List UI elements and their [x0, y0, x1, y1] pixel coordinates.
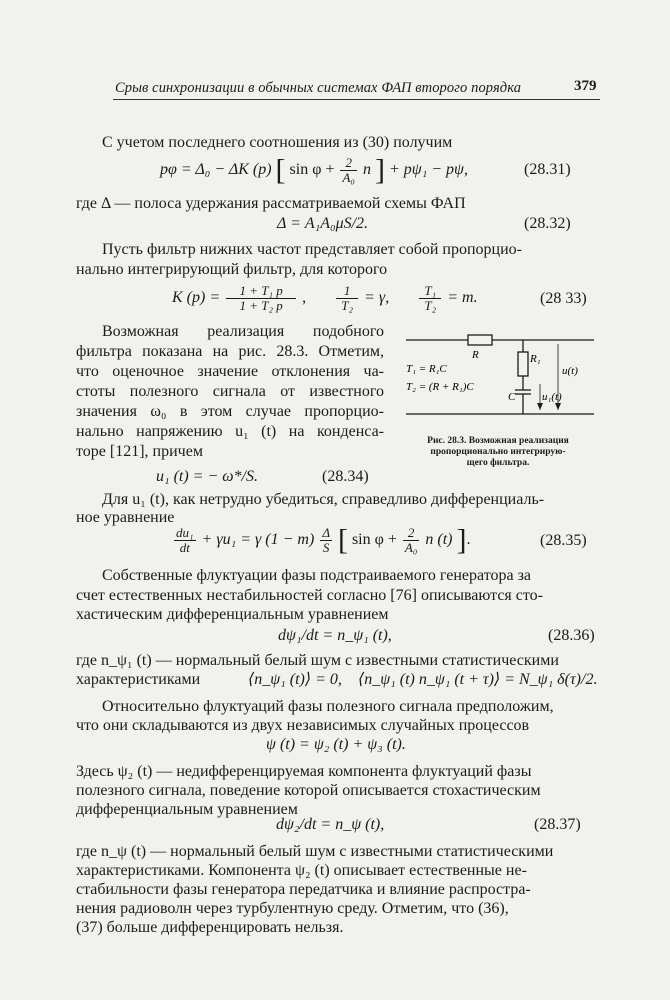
eq33-g-rhs: = γ, — [364, 289, 390, 307]
paragraph-line: хастическим дифференциальным уравнением — [76, 606, 389, 623]
eq35-frac1 — [174, 526, 196, 555]
resistor-r1 — [518, 352, 528, 376]
paragraph-line: что они складываются из двух независимых случайных процессов — [76, 717, 530, 734]
paragraph-line: ⟨n_ψ₁ (t)⟩ = 0, — [248, 671, 342, 688]
equation-28-34: u₁ (t) = − ω*/S. — [156, 468, 258, 485]
eq35-frac2-den: S — [322, 540, 330, 555]
label-u1: u₁(t) — [542, 391, 562, 403]
eq36-number: (28.36) — [548, 627, 595, 644]
eq35-frac2 — [320, 526, 332, 555]
label-t1: T₁ = R₁C — [406, 363, 447, 375]
equation-28-31 — [160, 153, 468, 187]
eq35-frac3 — [403, 526, 419, 555]
eq33-k-fraction — [226, 284, 296, 313]
eq33-g-fraction — [336, 284, 358, 313]
paragraph-line: где Δ — полоса удержания рассматриваемой схемы ФАП — [76, 195, 466, 212]
paragraph-line: нально напряжению u₁ (t) на конденса- — [76, 423, 384, 440]
paragraph-line: Собственные флуктуации фазы подстраиваемого генератора за — [102, 567, 531, 584]
eq35-frac2-num: Δ — [322, 525, 330, 540]
eq31-bracket-open: [ — [275, 153, 286, 187]
eq37-number: (28.37) — [534, 816, 581, 833]
eq31-frac-den: A₀ — [342, 170, 355, 185]
paragraph-line: С учетом последнего соотношения из (30) получим — [102, 134, 453, 151]
label-c: C — [508, 391, 516, 403]
eq31-fraction — [340, 156, 356, 185]
paragraph-line: ⟨n_ψ₁ (t) n_ψ₁ (t + τ)⟩ = N_ψ₁ δ(τ)/2. — [358, 671, 598, 688]
running-title: Срыв синхронизации в обычных системах ФАП второго порядка — [115, 80, 522, 96]
paragraph-line: Для u₁ (t), как нетрудно убедиться, справедливо дифференциаль- — [102, 491, 545, 508]
paragraph-line: фильтра показана на рис. 28.3. Отметим, — [76, 343, 384, 360]
eq32-number: (28.32) — [524, 215, 571, 232]
eq35-bracket-close: ] — [456, 523, 467, 557]
figure-caption — [398, 436, 598, 469]
label-r: R — [472, 349, 479, 361]
header-rule — [113, 99, 600, 100]
paragraph-line: Здесь ψ₂ (t) — недифференцируемая компонента флуктуаций фазы — [76, 763, 532, 780]
filter-circuit-diagram — [398, 330, 598, 432]
equation-psi: ψ (t) = ψ₂ (t) + ψ₃ (t). — [266, 736, 406, 753]
paragraph-line: Возможная реализация подобного — [102, 323, 384, 340]
eq35-frac1-num: du₁ — [176, 525, 194, 540]
eq35-bracket-open: [ — [337, 523, 348, 557]
eq35-frac3-num: 2 — [403, 526, 419, 541]
paragraph-line: значения ω₀ в этом случае пропорцио- — [76, 403, 384, 420]
eq33-m-num: T₁ — [419, 284, 441, 299]
eq35-sin: sin φ + — [351, 531, 397, 549]
eq31-number: (28.31) — [524, 161, 571, 178]
eq33-k-den: 1 + T₂ p — [239, 298, 283, 313]
label-u: u(t) — [562, 365, 578, 377]
eq31-bracket-close: ] — [374, 153, 385, 187]
eq33-m-fraction — [419, 284, 441, 313]
equation-28-32: Δ = A₁A₀μS/2. — [277, 215, 369, 232]
paragraph-line: где n_ψ₁ (t) — нормальный белый шум с известными статистическими — [76, 652, 559, 669]
eq35-frac1-den: dt — [179, 540, 190, 555]
eq31-frac-num: 2 — [340, 156, 356, 171]
eq33-m-den: T₂ — [424, 298, 437, 313]
eq35-number: (28.35) — [540, 532, 587, 549]
paragraph-line: характеристиками — [76, 671, 201, 688]
paragraph-line: нально интегрирующий фильтр, для которого — [76, 261, 388, 278]
eq35-n: n (t) — [425, 531, 453, 549]
eq31-lhs: pφ = Δ₀ − ΔK (p) — [160, 161, 272, 179]
eq34-number: (28.34) — [322, 468, 369, 485]
paragraph-line: счет естественных нестабильностей согласно [76] описываются сто- — [76, 587, 543, 604]
paragraph-line: ное уравнение — [76, 509, 175, 526]
label-r1: R₁ — [530, 353, 541, 365]
paragraph-line: Пусть фильтр нижних частот представляет собой пропорцио- — [102, 241, 522, 258]
eq33-k-num: 1 + T₁ p — [226, 284, 296, 299]
eq33-m-rhs: = m. — [447, 289, 478, 307]
paragraph-line: Относительно флуктуаций фазы полезного сигнала предположим, — [102, 698, 554, 715]
eq31-sin: sin φ + — [289, 161, 335, 179]
equation-28-37: dψ₂/dt = n_ψ (t), — [276, 816, 385, 833]
eq31-rest: + pψ₁ − pψ, — [388, 161, 468, 179]
paragraph-line: стабильности фазы генератора передатчика и влияние распростра- — [76, 881, 531, 898]
arrow-u1-head — [537, 403, 543, 410]
equation-28-33 — [172, 284, 478, 313]
eq33-comma: , — [302, 289, 307, 307]
paragraph-line: полезного сигнала, поведение которой описывается стохастическим — [76, 782, 541, 799]
eq35-frac3-den: A₀ — [404, 540, 418, 555]
paragraph-line: характеристиками. Компонента ψ₂ (t) описывает естественные не- — [76, 862, 527, 879]
arrow-u-head — [555, 403, 561, 410]
eq33-g-num: 1 — [336, 284, 358, 299]
paragraph-line: (37) больше дифференцировать нельзя. — [76, 919, 344, 936]
eq33-k: K (p) = — [172, 289, 221, 307]
caption-line: пропорционально интегрирую- — [430, 447, 566, 457]
paragraph-line: дифференциальным уравнением — [76, 801, 298, 818]
eq31-n: n — [362, 161, 371, 179]
paragraph-line: стоты полезного сигнала от известного — [76, 383, 384, 400]
equation-28-36: dψ₁/dt = n_ψ₁ (t), — [278, 627, 392, 644]
eq35-mid: + γu₁ = γ (1 − m) — [201, 531, 315, 549]
eq33-number: (28 33) — [540, 290, 587, 307]
paragraph-line: нения радиоволн через турбулентную среду. Отметим, что (36), — [76, 900, 509, 917]
caption-line: щего фильтра. — [466, 458, 530, 468]
eq33-g-den: T₂ — [341, 298, 353, 313]
eq35-period: . — [466, 531, 471, 549]
caption-line: Рис. 28.3. Возможная реализация — [427, 436, 569, 446]
equation-28-35 — [172, 523, 471, 557]
page-number: 379 — [574, 78, 597, 94]
paragraph-line: где n_ψ (t) — нормальный белый шум с известными статистическими — [76, 843, 554, 860]
paragraph-line: торе [121], причем — [76, 443, 203, 460]
paragraph-line: что оценочное значение отклонения ча- — [76, 363, 384, 380]
resistor-r — [468, 335, 492, 345]
label-t2: T₂ = (R + R₁)C — [406, 381, 474, 393]
